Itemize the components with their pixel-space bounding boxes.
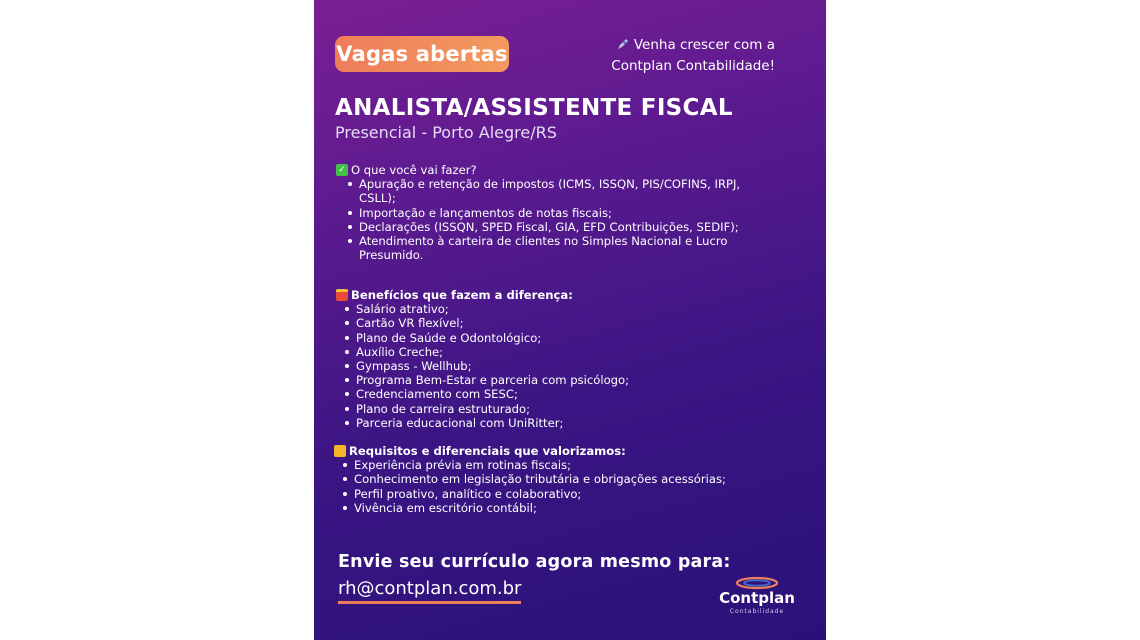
list-item: Programa Bem-Estar e parceria com psicólogo; (356, 373, 776, 387)
list-item: Perfil proativo, analítico e colaborativo; (354, 487, 774, 501)
rocket-icon (616, 38, 634, 53)
job-location: Presencial - Porto Alegre/RS (335, 123, 557, 142)
logo-name: Contplan (719, 589, 795, 607)
cta-text: Envie seu currículo agora mesmo para: (338, 552, 731, 572)
list-item: Importação e lançamentos de notas fiscais; (359, 206, 769, 220)
requirements-heading: Requisitos e diferenciais que valorizamos: (349, 444, 626, 458)
benefits-list (336, 302, 776, 430)
contplan-logo (719, 575, 795, 619)
logo-sub: Contabilidade (729, 608, 785, 615)
tagline-line-1: Venha crescer com a (633, 37, 775, 53)
list-item: Apuração e retenção de impostos (ICMS, ISSQN, PIS/COFINS, IRPJ, CSLL); (359, 177, 769, 205)
tagline-line-2: Contplan Contabilidade! (611, 58, 775, 74)
list-item: Declarações (ISSQN, SPED Fiscal, GIA, EFD Contribuições, SEDIF); (359, 220, 769, 234)
job-poster (314, 0, 826, 640)
open-positions-badge (335, 36, 509, 72)
badge-label: Vagas abertas (336, 42, 508, 66)
list-item: Auxílio Creche; (356, 345, 776, 359)
list-item: Atendimento à carteira de clientes no Simples Nacional e Lucro Presumido. (359, 234, 769, 262)
list-item: Plano de Saúde e Odontológico; (356, 331, 776, 345)
benefits-section (336, 288, 776, 430)
list-item: Gympass - Wellhub; (356, 359, 776, 373)
job-title: ANALISTA/ASSISTENTE FISCAL (335, 95, 733, 121)
email-link[interactable]: rh@contplan.com.br (338, 578, 521, 604)
check-icon: ✓ (336, 164, 348, 176)
benefits-heading: Benefícios que fazem a diferença: (351, 288, 573, 302)
requirements-section (334, 444, 774, 515)
list-item: Cartão VR flexível; (356, 316, 776, 330)
gift-icon (336, 289, 348, 301)
list-item: Conhecimento em legislação tributária e obrigações acessórias; (354, 472, 774, 486)
requirements-list (334, 458, 774, 515)
tagline (575, 35, 775, 76)
list-item: Vivência em escritório contábil; (354, 501, 774, 515)
sun-icon (334, 445, 346, 457)
list-item: Parceria educacional com UniRitter; (356, 416, 776, 430)
list-item: Salário atrativo; (356, 302, 776, 316)
list-item: Plano de carreira estruturado; (356, 402, 776, 416)
list-item: Credenciamento com SESC; (356, 387, 776, 401)
list-item: Experiência prévia em rotinas fiscais; (354, 458, 774, 472)
duties-heading: O que você vai fazer? (351, 163, 477, 177)
duties-section (336, 163, 776, 262)
duties-list (336, 177, 776, 262)
